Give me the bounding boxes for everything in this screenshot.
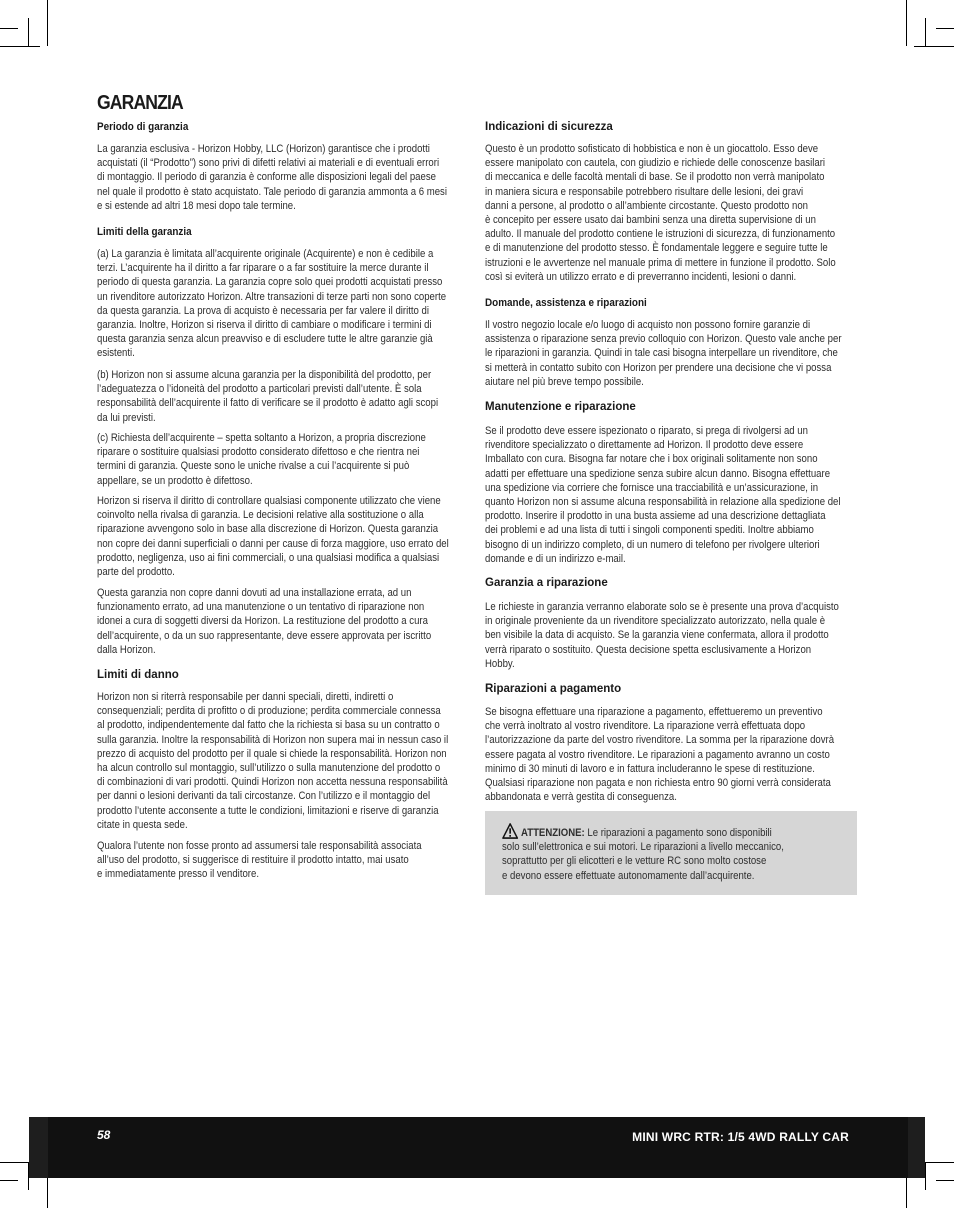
text-line: idonei a cura di soggetti diversi da Horizon. La restituzione del prodotto a cura	[97, 615, 428, 628]
text-line: appellare, se un prodotto è difettoso.	[97, 474, 253, 487]
text-line: periodo di questa garanzia. La garanzia copre solo quei prodotti acquistati presso	[97, 276, 443, 289]
text-line: riparazione avvengono solo in base alla discrezione di Horizon. Questa garanzia	[97, 523, 439, 536]
text-line: Le richieste in garanzia verranno elaborate solo se è presente una prova d’acquisto	[485, 601, 839, 613]
text-line: termini di garanzia. Queste sono le uniche rivalse a cui l’acquirente si può	[97, 460, 410, 473]
text-line: nel quale il prodotto è stato acquistato. Tale periodo di garanzia ammonta a 6 mesi	[97, 185, 447, 198]
section-heading-manutenzione: Manutenzione e riparazione	[485, 401, 636, 413]
text-line: questa garanzia senza alcun preavviso e di escludere tutte le altre garanzie già	[97, 333, 433, 346]
text-line: per danni o lesioni derivanti da tali circostanze. Con l’utilizzo e il montaggio del	[97, 790, 431, 803]
text-line: che verrà inoltrato al vostro rivenditore. La riparazione verrà effettuata dopo	[485, 720, 806, 733]
paragraph-domande	[485, 318, 856, 389]
paragraph-installazione	[97, 586, 468, 657]
paragraph-pagamento	[485, 705, 856, 804]
text-line: dalla Horizon.	[97, 643, 156, 656]
text-line: La garanzia esclusiva - Horizon Hobby, LLC (Horizon) garantisce che i prodotti	[97, 143, 430, 155]
text-line: responsabilità dell’acquirente il fatto di verificare se il prodotto è adatto agli scopi	[97, 397, 439, 410]
text-line: di montaggio. Il periodo di garanzia è conforme alle disposizioni legali del paese	[97, 171, 436, 184]
text-line: solo sull’elettronica e sui motori. Le riparazioni a livello meccanico,	[502, 841, 784, 854]
footer-edge	[29, 1117, 48, 1178]
crop-mark	[925, 18, 926, 46]
warning-label: ATTENZIONE:	[521, 827, 585, 839]
section-heading-domande: Domande, assistenza e riparazioni	[485, 297, 647, 309]
text-line: è concepito per essere usato dai bambini senza una diretta supervisione di un	[485, 214, 816, 227]
text-line: essere pagata al vostro rivenditore. Le riparazioni a pagamento avranno un costo	[485, 748, 830, 761]
crop-mark	[936, 1180, 954, 1181]
text-line: una spedizione via corriere che fornisce una tracciabilità e un’assicurazione, in	[485, 481, 819, 494]
text-line: prodotto. Inserire il prodotto in una busta assieme ad una descrizione dettagliata	[485, 510, 826, 523]
text-line: adatti per effettuare una spedizione senza subire alcun danno. Bisogna effettuare	[485, 467, 831, 480]
section-heading-limiti: Limiti della garanzia	[97, 226, 192, 238]
crop-mark	[28, 18, 29, 46]
text-line: prodotto l’utente acconsente a tutte le condizioni, limitazioni e riserve di garanzia	[97, 804, 439, 817]
text-line: da lui previsti.	[97, 411, 156, 424]
paragraph-periodo	[97, 142, 468, 213]
text-line: acquistati (il “Prodotto”) sono privi di difetti relativi ai materiali e di eventuali errori	[97, 157, 440, 170]
text-line: un rivenditore autorizzato Horizon. Altre transazioni di terze parti non sono coperte	[97, 290, 447, 303]
text-line: abbandonata e verrà gestita di conseguenza.	[485, 791, 677, 804]
text-line: parte del prodotto.	[97, 566, 175, 579]
paragraph-limiti-c	[97, 431, 468, 488]
crop-mark	[925, 1162, 926, 1190]
warning-first-line: Le riparazioni a pagamento sono disponibili	[584, 827, 772, 839]
text-line: bisogno di un indirizzo completo, di un numero di telefono per rivolgere ulteriori	[485, 538, 820, 551]
text-line: adulto. Il manuale del prodotto contiene le istruzioni di sicurezza, di funzionamento	[485, 228, 836, 241]
text-line: al prodotto, indipendentemente dal fatto che la richiesta si basa su un contratto o	[97, 719, 440, 732]
text-line: riparare o sostituire qualsiasi prodotto considerato difettoso e che rientra nei	[97, 446, 420, 459]
text-line: e immediatamente presso il venditore.	[97, 868, 260, 881]
text-line: Horizon si riserva il diritto di controllare qualsiasi componente utilizzato che viene	[97, 495, 441, 507]
text-line: e devono essere effettuate autonomamente dall’acquirente.	[502, 869, 755, 882]
text-line: (c) Richiesta dell’acquirente – spetta soltanto a Horizon, a propria discrezione	[97, 432, 426, 444]
text-line: Se bisogna effettuare una riparazione a pagamento, effettueremo un preventivo	[485, 706, 823, 718]
text-line: in maniera sicura e responsabile potrebbero risultare delle lesioni, dei gravi	[485, 185, 804, 198]
text-line: consequenziali; perdita di profitto o di produzione; perdita commerciale connessa	[97, 705, 441, 718]
section-heading-garanzia-riparazione: Garanzia a riparazione	[485, 577, 608, 589]
text-line: coinvolto nella rivalsa di garanzia. Le decisioni relative alla sostituzione o alla	[97, 509, 424, 522]
paragraph-manutenzione	[485, 424, 856, 566]
paragraph-garanzia-riparazione	[485, 600, 856, 671]
text-line: Se il prodotto deve essere ispezionato o riparato, si prega di rivolgersi ad un	[485, 425, 808, 437]
text-line: prezzo di acquisto del prodotto per il quale si chiede la responsabilità. Horizon non	[97, 747, 447, 760]
text-line: soprattutto per gli elicotteri e le vetture RC sono molto costose	[502, 855, 767, 868]
text-line: rivenditore specializzato o direttamente ad Horizon. Il prodotto deve essere	[485, 439, 804, 452]
text-line: (a) La garanzia è limitata all’acquirente originale (Acquirente) e non è cedibile a	[97, 248, 434, 260]
text-line: verrà riparato o sostituito. Questa decisione spetta esclusivamente a Horizon	[485, 643, 812, 656]
text-line: dell’acquirente, o da un suo rappresentante, deve essere approvata per iscritto	[97, 629, 432, 642]
text-line: Qualora l’utente non fosse pronto ad assumersi tale responsabilità associata	[97, 840, 422, 852]
text-line: essere manipolato con cautela, con giudizio e richiede delle conoscenze basilari	[485, 157, 826, 170]
page-footer	[29, 1117, 925, 1178]
warning-icon	[502, 823, 518, 839]
text-line: e si estende ad altri 18 mesi dopo tale termine.	[97, 199, 296, 212]
crop-mark	[906, 0, 907, 46]
page-number: 58	[97, 1128, 111, 1142]
text-line: Imballato con cura. Bisogna far notare che i box originali solitamente non sono	[485, 453, 818, 466]
text-line: Hobby.	[485, 657, 515, 670]
text-line: danni a persone, al prodotto o all’ambiente circostante. Questo prodotto non	[485, 199, 808, 212]
section-heading-sicurezza: Indicazioni di sicurezza	[485, 121, 613, 133]
page-title: GARANZIA	[97, 92, 183, 114]
text-line: ben visibile la data di acquisto. Se la garanzia viene confermata, allora il prodotto	[485, 629, 829, 642]
text-line: le riparazioni in garanzia. Quindi in tale casi bisogna interpellare un rivenditore, che	[485, 347, 838, 360]
crop-mark	[0, 1180, 18, 1181]
text-line: citate in questa sede.	[97, 818, 188, 831]
text-line: l’adeguatezza o l’idoneità del prodotto a particolari previsti dall’utente. È sola	[97, 383, 422, 396]
text-line: così si eviterà un utilizzo errato e di preverranno incidenti, lesioni o danni.	[485, 270, 797, 283]
paragraph-limiti-b	[97, 368, 468, 425]
text-line: (b) Horizon non si assume alcuna garanzia per la disponibilità del prodotto, per	[97, 369, 432, 381]
text-line: esistenti.	[97, 347, 135, 360]
paragraph-sicurezza	[485, 142, 856, 284]
text-line: Qualsiasi riparazione non pagata e non richiesta entro 90 giorni verrà considerata	[485, 777, 831, 790]
text-line: l’autorizzazione da parte del vostro rivenditore. La somma per la riparazione dovrà	[485, 734, 835, 747]
paragraph-limiti-a	[97, 247, 468, 361]
section-heading-pagamento: Riparazioni a pagamento	[485, 683, 622, 695]
text-line: aiutare nel più breve tempo possibile.	[485, 375, 644, 388]
crop-mark	[0, 46, 40, 47]
text-line: all’uso del prodotto, si suggerisce di restituire il prodotto intatto, mai usato	[97, 854, 409, 867]
text-line: Il vostro negozio locale e/o luogo di acquisto non possono fornire garanzie di	[485, 319, 811, 331]
section-heading-periodo: Periodo di garanzia	[97, 121, 189, 133]
section-heading-danno: Limiti di danno	[97, 669, 179, 681]
crop-mark	[936, 28, 954, 29]
paragraph-qualora	[97, 839, 468, 882]
text-line: ha alcun controllo sul montaggio, sull’utilizzo o sulla manutenzione del prodotto o	[97, 762, 441, 775]
text-line: istruzioni e le avvertenze nel manuale prima di mettere in funzione il prodotto. Solo	[485, 256, 836, 269]
text-line: Questo è un prodotto sofisticato di hobbistica e non è un giocattolo. Esso deve	[485, 143, 819, 155]
crop-mark	[914, 46, 954, 47]
text-line: si metterà in contatto subito con Horizon per prendere una decisione che vi possa	[485, 361, 832, 374]
text-line: funzionamento errato, ad una manutenzione o un tentativo di riparazione non	[97, 601, 425, 614]
text-line: di meccanica e delle facoltà mentali di base. Se il prodotto non verrà manipolato	[485, 171, 825, 184]
text-line: garanzia. Inoltre, Horizon si riserva il diritto di cambiare o modificare i termini di	[97, 319, 432, 332]
text-line: da questa garanzia. La prova di acquisto è necessaria per far valere il diritto di	[97, 304, 430, 317]
paragraph-controllo	[97, 494, 468, 579]
text-line: di combinazioni di vari prodotti. Quindi Horizon non accetta nessuna responsabilità	[97, 776, 448, 789]
text-line: non copre dei danni superficiali o danni per cause di forza maggiore, uso errato del	[97, 537, 449, 550]
text-line: e di manutenzione del prodotto stesso. È fondamentale leggere e seguire tutte le	[485, 242, 828, 255]
text-line: assistenza o riparazione senza previo colloquio con Horizon. Questo vale anche per	[485, 333, 842, 346]
text-line: domande e di un indirizzo e-mail.	[485, 552, 626, 565]
text-line: in originale proveniente da un rivenditore specializzato autorizzato, nella quale è	[485, 615, 826, 628]
crop-mark	[47, 0, 48, 46]
text-line: Questa garanzia non copre danni dovuti ad una installazione errata, ad un	[97, 587, 412, 599]
crop-mark	[0, 28, 18, 29]
text-line: prodotto, negligenza, uso ai fini commerciali, o una qualsiasi modifica a qualsiasi	[97, 551, 440, 564]
paragraph-danno	[97, 690, 468, 832]
text-line: dei problemi e ad una lista di tutti i singoli componenti spediti. Inoltre abbiamo	[485, 524, 814, 537]
product-title: MINI WRC RTR: 1/5 4WD RALLY CAR	[632, 1130, 849, 1144]
footer-edge	[908, 1117, 925, 1178]
text-line: minimo di 30 minuti di lavoro e in fattura includeranno le spese di restituzione.	[485, 762, 815, 775]
warning-text	[502, 823, 846, 883]
text-line: terzi. L’acquirente ha il diritto a far riparare o a far sostituire la merce durante il	[97, 262, 429, 275]
text-line: Horizon non si riterrà responsabile per danni speciali, diretti, indiretti o	[97, 691, 394, 703]
warning-callout	[485, 811, 857, 895]
text-line: quanto Horizon non si assume alcuna responsabilità in relazione alla spedizione del	[485, 496, 841, 509]
warning-lines	[502, 840, 846, 883]
text-line: sulla garanzia. Inoltre la responsabilità di Horizon non supera mai in nessun caso il	[97, 733, 449, 746]
